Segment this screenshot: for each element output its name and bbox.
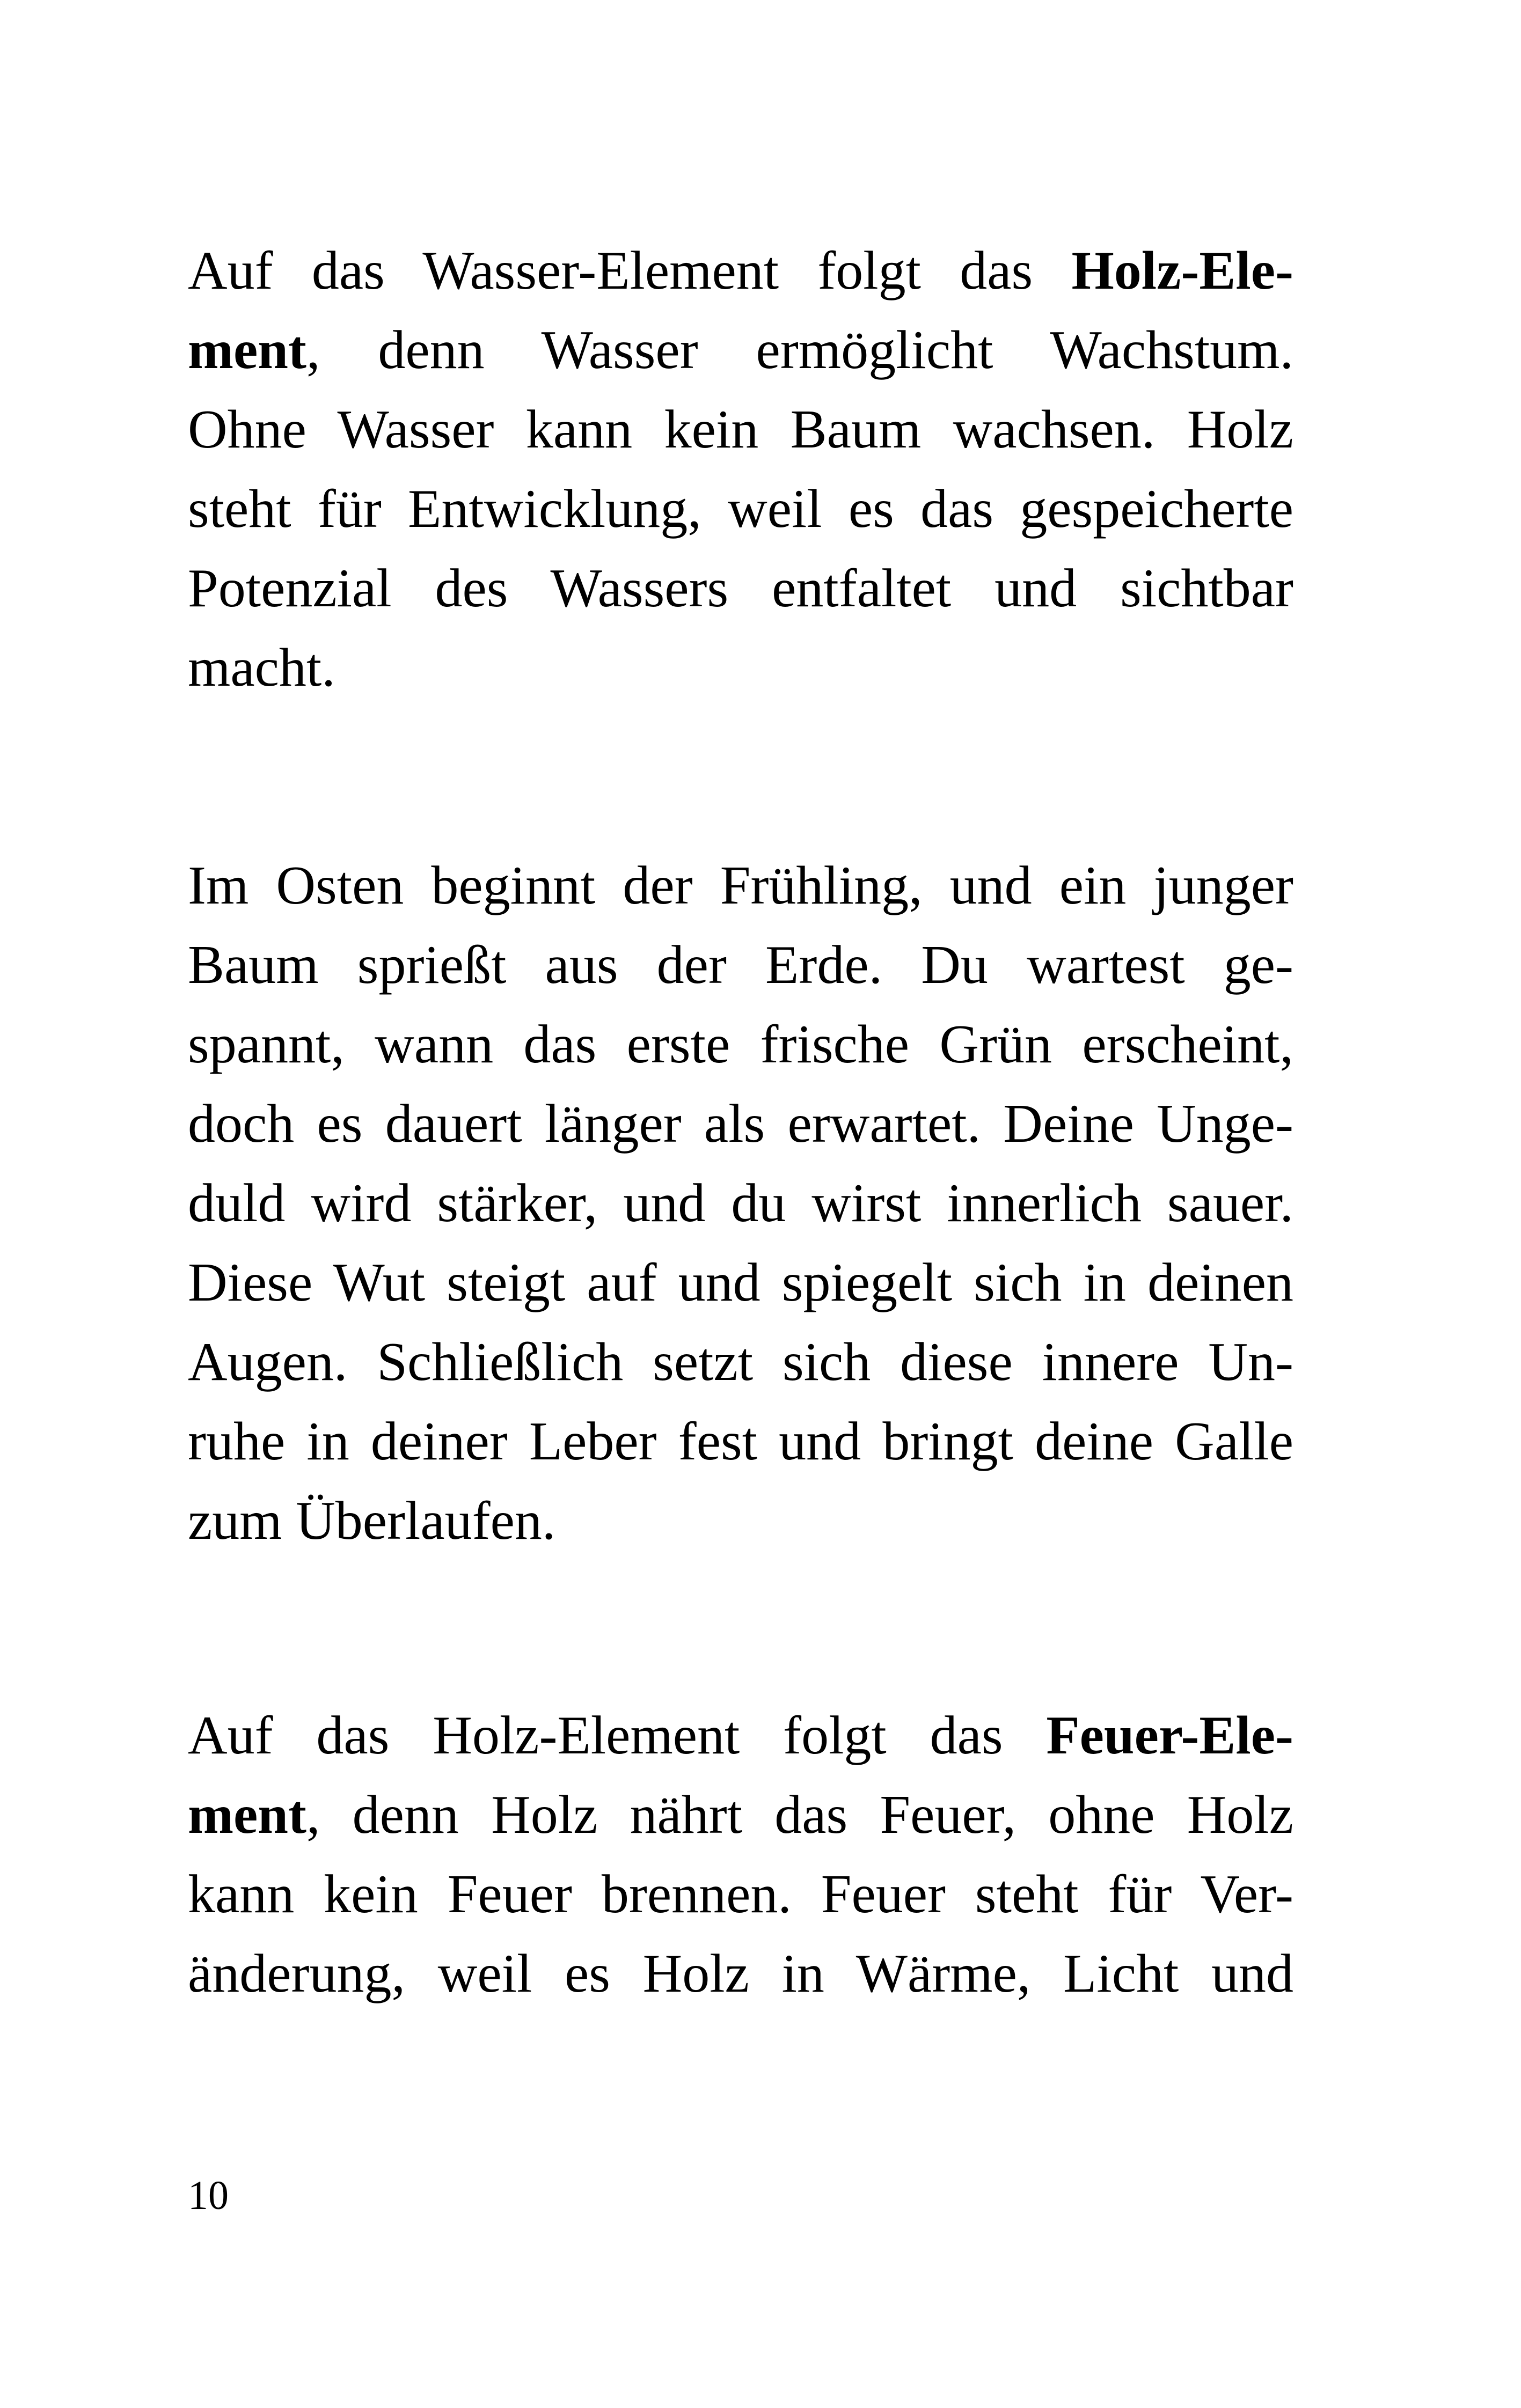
text-run: , denn Wasser ermöglicht Wachstum.	[306, 320, 1293, 380]
text-run: Auf das Holz-Element folgt das	[188, 1705, 1047, 1766]
text-run: ruhe in deiner Leber fest und bringt deine Galle	[188, 1411, 1293, 1472]
text-run: Ohne Wasser kann kein Baum wachsen. Holz	[188, 399, 1293, 460]
text-line	[188, 1934, 1293, 2014]
text-line	[188, 1243, 1293, 1323]
text-line	[188, 1481, 1293, 1561]
text-run: duld wird stärker, und du wirst innerlich sauer.	[188, 1173, 1293, 1234]
text-run: spannt, wann das erste frische Grün erscheint,	[188, 1014, 1293, 1075]
text-line	[188, 231, 1293, 311]
text-line	[188, 310, 1293, 391]
text-run: Augen. Schließlich setzt sich diese innere Un-	[188, 1332, 1293, 1392]
text-run: macht.	[188, 637, 335, 698]
text-line	[188, 469, 1293, 549]
text-run: , denn Holz nährt das Feuer, ohne Holz	[306, 1785, 1293, 1845]
text-run: Baum sprießt aus der Erde. Du wartest ge-	[188, 935, 1293, 995]
text-line	[188, 1004, 1293, 1085]
text-run: Potenzial des Wassers entfaltet und sichtbar	[188, 558, 1293, 619]
text-line	[188, 548, 1293, 629]
text-line	[188, 1854, 1293, 1935]
text-line	[188, 1695, 1293, 1776]
text-line	[188, 628, 1293, 708]
bold-term: ment	[188, 1785, 306, 1845]
bold-term: Holz-Ele-	[1071, 240, 1293, 301]
text-line	[188, 1163, 1293, 1244]
page-number: 10	[188, 2173, 229, 2218]
text-line	[188, 1084, 1293, 1164]
text-line	[188, 846, 1293, 926]
text-run: Im Osten beginnt der Frühling, und ein junger	[188, 855, 1293, 916]
text-run: steht für Entwicklung, weil es das gespeicherte	[188, 479, 1293, 539]
text-line	[188, 390, 1293, 470]
bold-term: Feuer-Ele-	[1046, 1705, 1293, 1766]
text-run: doch es dauert länger als erwartet. Deine Unge-	[188, 1093, 1293, 1154]
text-run: kann kein Feuer brennen. Feuer steht für Ver-	[188, 1864, 1293, 1925]
bold-term: ment	[188, 320, 306, 380]
text-run: zum Überlaufen.	[188, 1491, 556, 1551]
text-line	[188, 925, 1293, 1005]
text-run: änderung, weil es Holz in Wärme, Licht und	[188, 1943, 1293, 2004]
text-run: Diese Wut steigt auf und spiegelt sich in deinen	[188, 1252, 1293, 1313]
text-run: Auf das Wasser-Element folgt das	[188, 240, 1072, 301]
text-line	[188, 1401, 1293, 1482]
text-line	[188, 1775, 1293, 1855]
text-line	[188, 1322, 1293, 1403]
